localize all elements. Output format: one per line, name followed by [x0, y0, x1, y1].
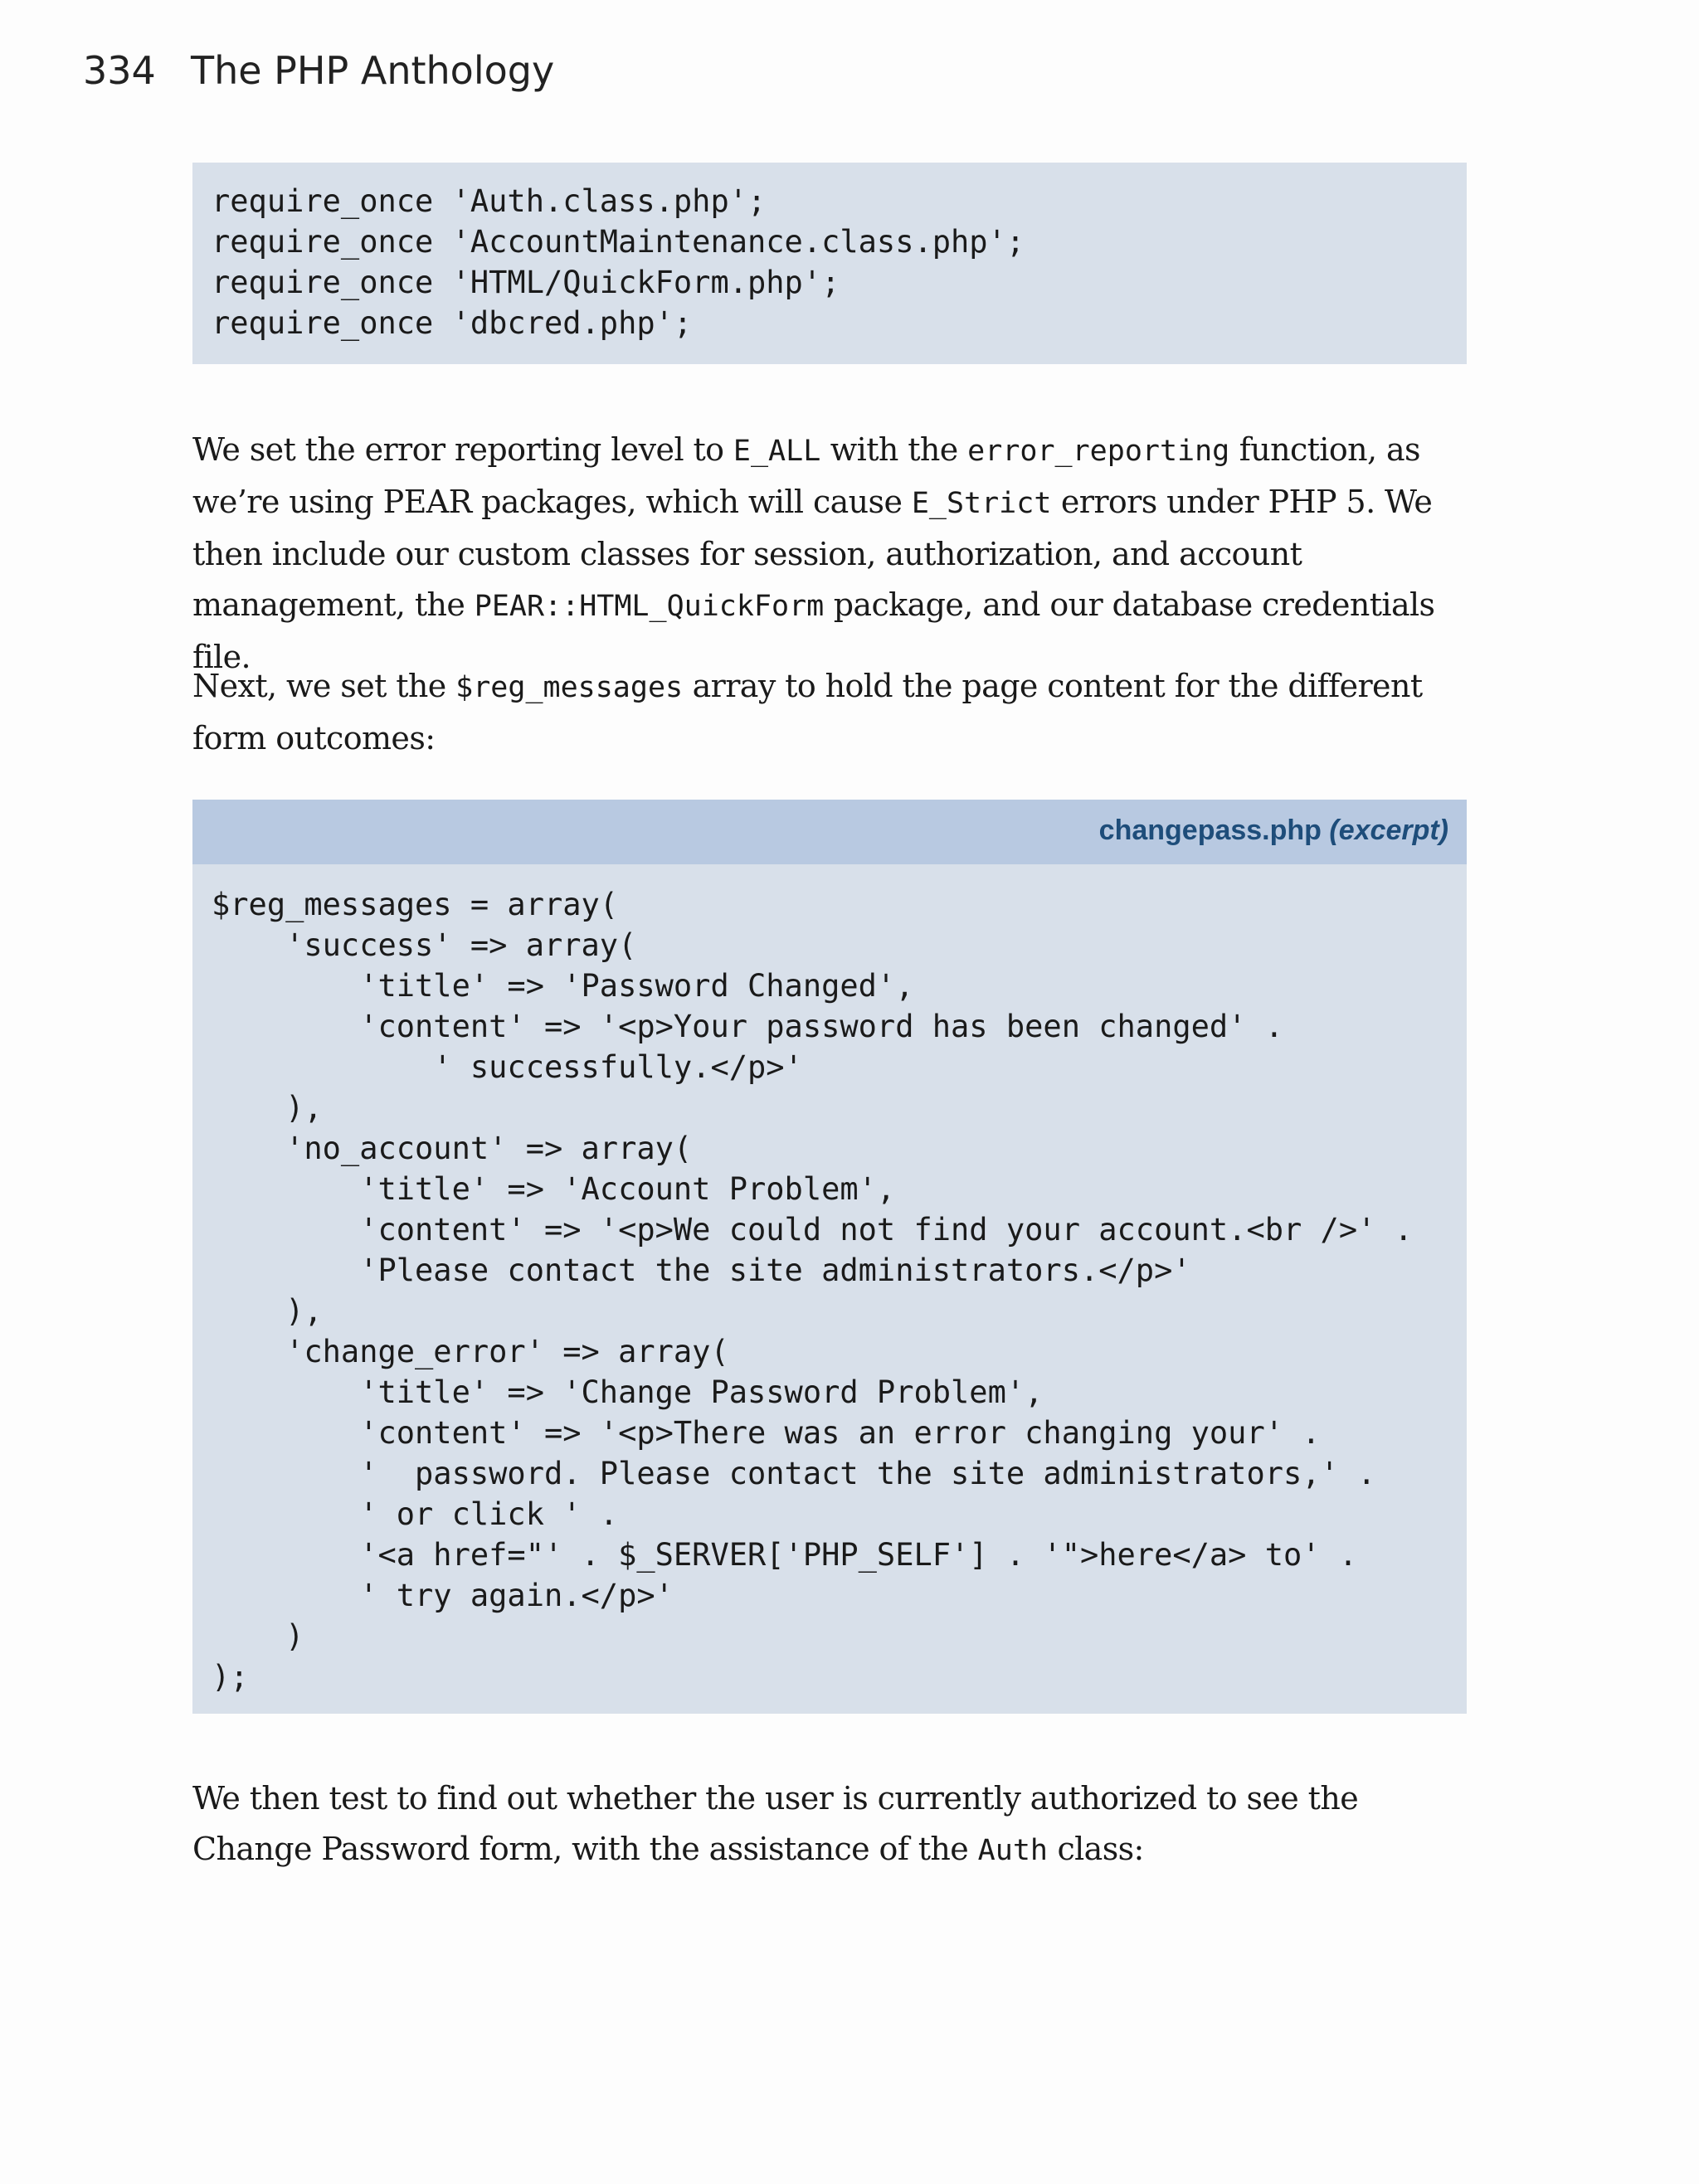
- text-run: We set the error reporting level to: [192, 431, 733, 468]
- text-run: errors under PHP 5. We then include our custom classes for session, authorization, and account management, the: [192, 484, 1433, 623]
- code-filename: changepass.php: [1098, 815, 1322, 846]
- text-run: We then test to find out whether the user is currently authorized to see the Change Password form, with the assistance of the: [192, 1780, 1359, 1867]
- code-block-includes: [192, 163, 1467, 364]
- text-run: Next, we set the: [192, 668, 456, 704]
- book-title: The PHP Anthology: [191, 48, 555, 93]
- code-block-changepass: [192, 800, 1467, 1714]
- inline-code: E_Strict: [911, 487, 1052, 520]
- text-run: array to hold the page content for the different form outcomes:: [192, 668, 1423, 756]
- text-run: function, as we’re using PEAR packages, which will cause: [192, 431, 1420, 520]
- inline-code: $reg_messages: [455, 671, 684, 704]
- code-filename-suffix: (excerpt): [1329, 815, 1448, 846]
- page-header: [83, 48, 554, 93]
- code-listing: require_once 'Auth.class.php'; require_once 'AccountMaintenance.class.php'; require_once 'HTML/QuickForm.php'; require_once 'dbcred.php';: [212, 183, 1025, 341]
- paragraph-auth-test: [192, 1773, 1467, 1876]
- inline-code: error_reporting: [967, 435, 1230, 468]
- paragraph-reg-messages: [192, 661, 1467, 764]
- text-run: with the: [820, 431, 968, 468]
- text-run: package, and our database credentials file.: [192, 586, 1435, 675]
- inline-code: Auth: [977, 1834, 1048, 1867]
- inline-code: E_ALL: [733, 435, 821, 468]
- code-listing: $reg_messages = array( 'success' => array( 'title' => 'Password Changed', 'content' => '<p>Your password has been changed' . ' successfully.</p>' ), 'no_account' => array( 'title' => 'Account Problem', 'content' => '<p>We could not find your account.<br />' . 'Please contact the site administrators.</p>' ), 'change_error' => array( 'title' => 'Change Password Problem', 'content' => '<p>There was an error changing your' . ' password. Please contact the site administrators,' . ' or click ' . '<a href="' . $_SERVER['PHP_SELF'] . '">here</a> to' . ' try again.</p>' ) );: [212, 887, 1413, 1695]
- inline-code: PEAR::HTML_QuickForm: [474, 590, 825, 623]
- text-run: class:: [1047, 1831, 1144, 1867]
- code-title-bar: [192, 800, 1467, 864]
- paragraph-error-reporting: [192, 425, 1467, 683]
- page-number: 334: [83, 48, 156, 93]
